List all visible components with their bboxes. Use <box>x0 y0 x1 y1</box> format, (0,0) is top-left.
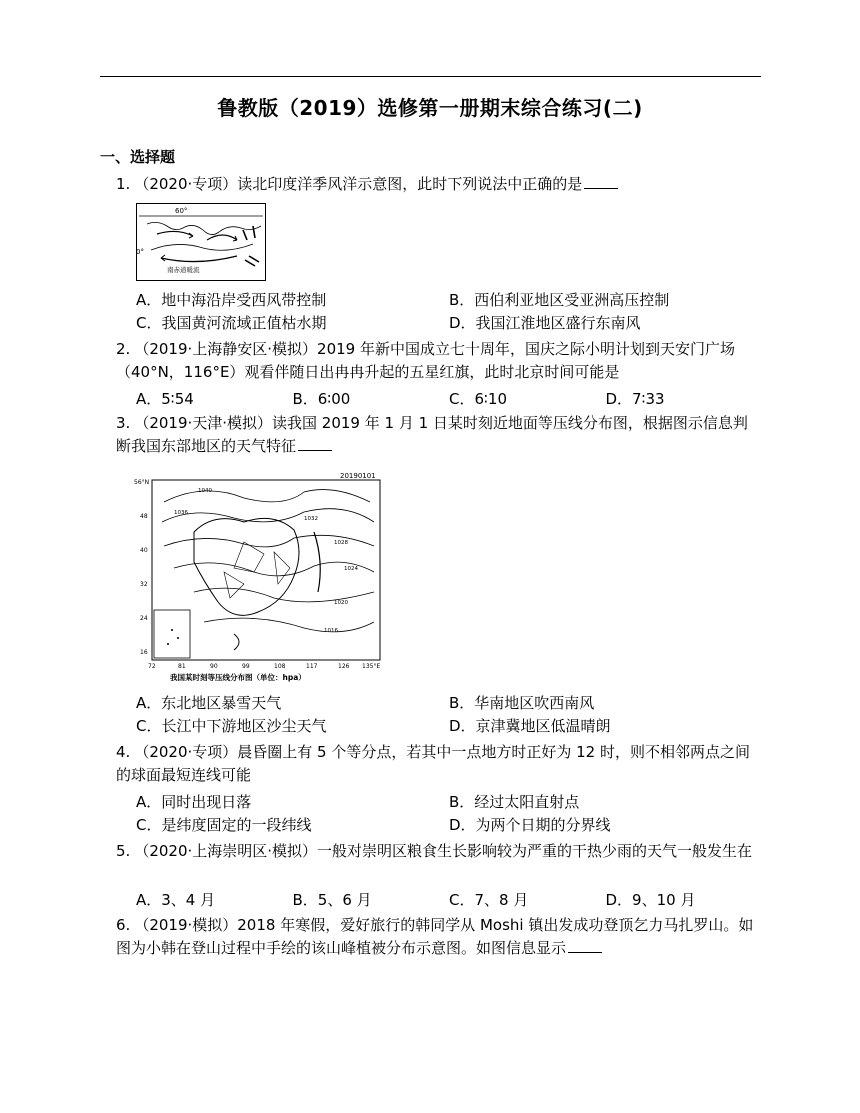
option-c: C．是纬度固定的一段纬线 <box>136 816 312 834</box>
answer-blank <box>568 938 602 953</box>
lat-label: 56°N <box>134 479 150 486</box>
option-d: D．京津冀地区低温晴朗 <box>449 717 611 735</box>
lon-label: 99 <box>242 663 250 670</box>
isobar-label: 1040 <box>198 488 212 494</box>
top-rule <box>100 76 761 77</box>
lon-label: 72 <box>148 663 156 670</box>
question-text: （2019·天津·模拟）读我国 2019 年 1 月 1 日某时刻近地面等压线分布图，根据图示信息判断我国东部地区的天气特征 <box>116 414 748 455</box>
question-text: （2020·专项）读北印度洋季风洋示意图，此时下列说法中正确的是 <box>134 175 583 193</box>
option-b: B．经过太阳直射点 <box>449 793 580 811</box>
isobar-label: 1036 <box>174 510 188 516</box>
option-c: C．长江中下游地区沙尘天气 <box>136 717 327 735</box>
question-number: 6. <box>116 916 131 934</box>
current-label: 南赤道暖流 <box>167 266 200 274</box>
option-d: D．9、10 月 <box>605 891 696 909</box>
isobar-label: 1016 <box>324 628 338 634</box>
monsoon-map-figure <box>136 203 266 281</box>
lon-label: 135°E <box>362 663 381 670</box>
option-a: A．地中海沿岸受西风带控制 <box>136 291 327 309</box>
isobar-label: 1028 <box>334 540 348 546</box>
question-number: 5. <box>116 842 131 860</box>
question-5-options <box>136 889 762 912</box>
question-number: 4. <box>116 743 131 761</box>
option-d: D．7∶33 <box>605 390 665 408</box>
question-text: （2020·上海崇明区·模拟）一般对崇明区粮食生长影响较为严重的干热少雨的天气一般发生在 <box>134 842 753 860</box>
option-a: A．东北地区暴雪天气 <box>136 694 282 712</box>
option-c: C．7、8 月 <box>449 891 529 909</box>
lat-label: 16 <box>140 649 148 656</box>
lon-label: 126 <box>338 663 350 670</box>
lat-label: 32 <box>140 581 148 588</box>
question-3 <box>116 412 762 458</box>
question-1-options <box>136 289 762 335</box>
question-4-options <box>136 791 762 837</box>
option-b: B．6∶00 <box>292 390 351 408</box>
lon-label: 81 <box>178 663 186 670</box>
lon-label: 117 <box>306 663 318 670</box>
answer-blank <box>298 436 332 451</box>
question-number: 2. <box>116 340 131 358</box>
option-b: B．5、6 月 <box>292 891 372 909</box>
lat-label: 24 <box>140 615 148 622</box>
isobar-label: 1024 <box>344 566 358 572</box>
option-a: A．5∶54 <box>136 390 194 408</box>
question-3-options <box>136 692 762 738</box>
question-text: （2020·专项）晨昏圈上有 5 个等分点，若其中一点地方时正好为 12 时，则不相邻两点之间的球面最短连线可能 <box>116 743 750 784</box>
lat-60-label: 60° <box>175 207 188 215</box>
section-heading: 一、选择题 <box>100 148 176 166</box>
question-number: 3. <box>116 414 131 432</box>
lat-label: 48 <box>140 513 148 520</box>
option-d: D．为两个日期的分界线 <box>449 816 611 834</box>
question-1 <box>116 173 762 196</box>
lon-label: 90 <box>210 663 218 670</box>
lat-0-label: 0° <box>136 248 144 256</box>
question-number: 1. <box>116 175 131 193</box>
option-a: A．同时出现日落 <box>136 793 252 811</box>
question-text: （2019·模拟）2018 年寒假，爱好旅行的韩同学从 Moshi 镇出发成功登顶乞力马扎罗山。如图为小韩在登山过程中手绘的该山峰植被分布示意图。如图信息显示 <box>116 916 754 957</box>
question-5 <box>116 840 762 863</box>
answer-blank <box>584 174 618 189</box>
option-c: C．我国黄河流域正值枯水期 <box>136 314 327 332</box>
question-6 <box>116 914 762 960</box>
question-4 <box>116 741 762 787</box>
isobar-label: 1020 <box>334 600 348 606</box>
figure-caption: 我国某时刻等压线分布图（单位：hpa） <box>170 673 306 682</box>
lon-label: 108 <box>274 663 286 670</box>
option-b: B．西伯利亚地区受亚洲高压控制 <box>449 291 670 309</box>
page-title: 鲁教版（2019）选修第一册期末综合练习(二) <box>217 96 643 120</box>
question-2-options <box>136 388 762 411</box>
lat-label: 40 <box>140 547 148 554</box>
isobar-label: 1032 <box>304 516 318 522</box>
isobar-map-figure <box>134 472 386 684</box>
date-stamp: 20190101 <box>340 472 376 480</box>
option-b: B．华南地区吹西南风 <box>449 694 595 712</box>
option-a: A．3、4 月 <box>136 891 216 909</box>
option-c: C．6∶10 <box>449 390 508 408</box>
question-text: （2019·上海静安区·模拟）2019 年新中国成立七十周年，国庆之际小明计划到天安门广场（40°N，116°E）观看伴随日出冉冉升起的五星红旗，此时北京时间可能是 <box>116 340 735 381</box>
question-2 <box>116 338 762 384</box>
option-d: D．我国江淮地区盛行东南风 <box>449 314 641 332</box>
